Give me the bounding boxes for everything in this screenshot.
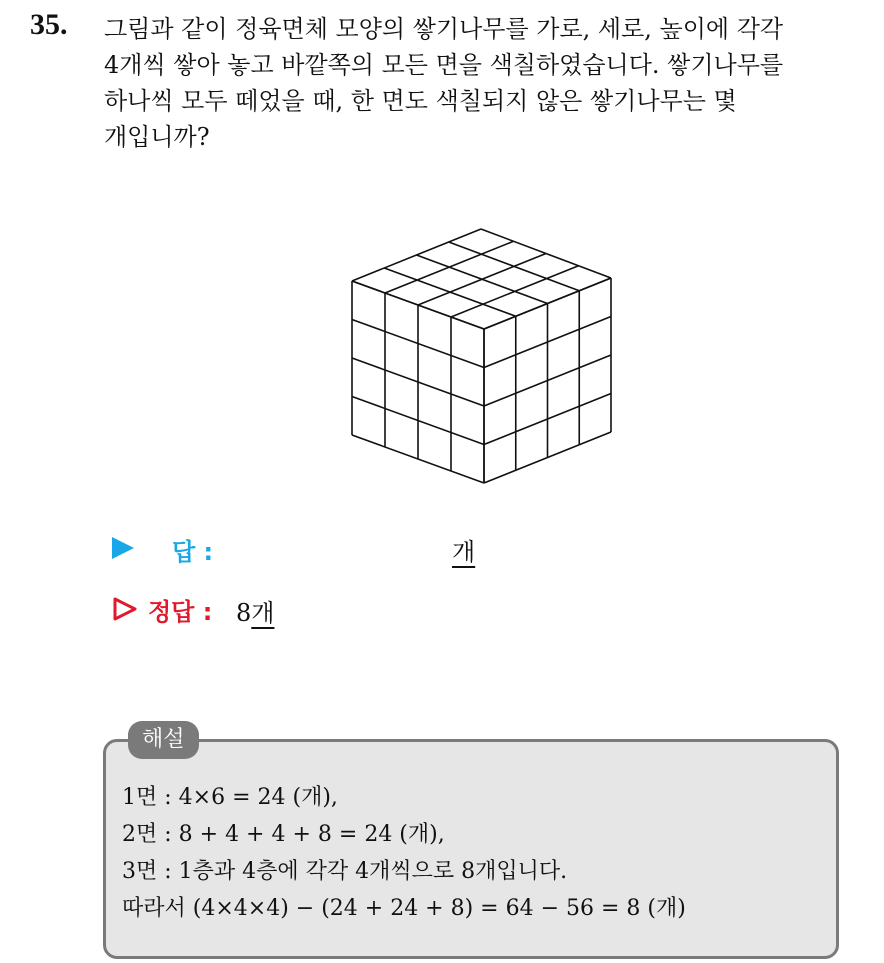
answer-label: 답 : [172, 538, 214, 566]
cube-grid-line [418, 254, 546, 306]
question-line: 개입니까? [104, 123, 210, 151]
question-line: 4개씩 쌓아 놓고 바깥쪽의 모든 면을 색칠하였습니다. 쌓기나무를 [104, 51, 784, 79]
correct-answer-row [112, 590, 532, 626]
answer-unit: 개 [452, 538, 476, 566]
outline-play-icon [112, 596, 138, 622]
cube-grid-line [451, 266, 579, 317]
correct-answer-label: 정답 : [148, 598, 213, 626]
explanation-tab: 해설 [128, 721, 199, 759]
explanation-line: 3면 : 1층과 4층에 각각 4개씩으로 8개입니다. [122, 859, 568, 884]
question-line: 그림과 같이 정육면체 모양의 쌓기나무를 가로, 세로, 높이에 각각 [104, 15, 784, 43]
play-icon [112, 537, 134, 559]
correct-answer-value [236, 593, 274, 628]
correct-answer-unit: 개 [251, 599, 275, 627]
correct-answer-number: 8 [236, 599, 252, 627]
explanation-line: 1면 : 4×6 = 24 (개), [122, 785, 338, 810]
stacked-cube-figure [340, 225, 620, 487]
question-number: 35. [30, 8, 68, 41]
cube-grid-line [449, 242, 580, 291]
answer-row [112, 530, 532, 566]
question-line: 하나씩 모두 떼었을 때, 한 면도 색칠되지 않은 쌓기나무는 몇 [104, 87, 737, 115]
cube-grid-line [481, 229, 611, 278]
explanation-line: 따라서 (4×4×4) − (24 + 24 + 8) = 64 − 56 = 8 (개) [122, 896, 686, 921]
explanation-box [103, 739, 839, 959]
explanation-line: 2면 : 8 + 4 + 4 + 8 = 24 (개), [122, 822, 445, 847]
